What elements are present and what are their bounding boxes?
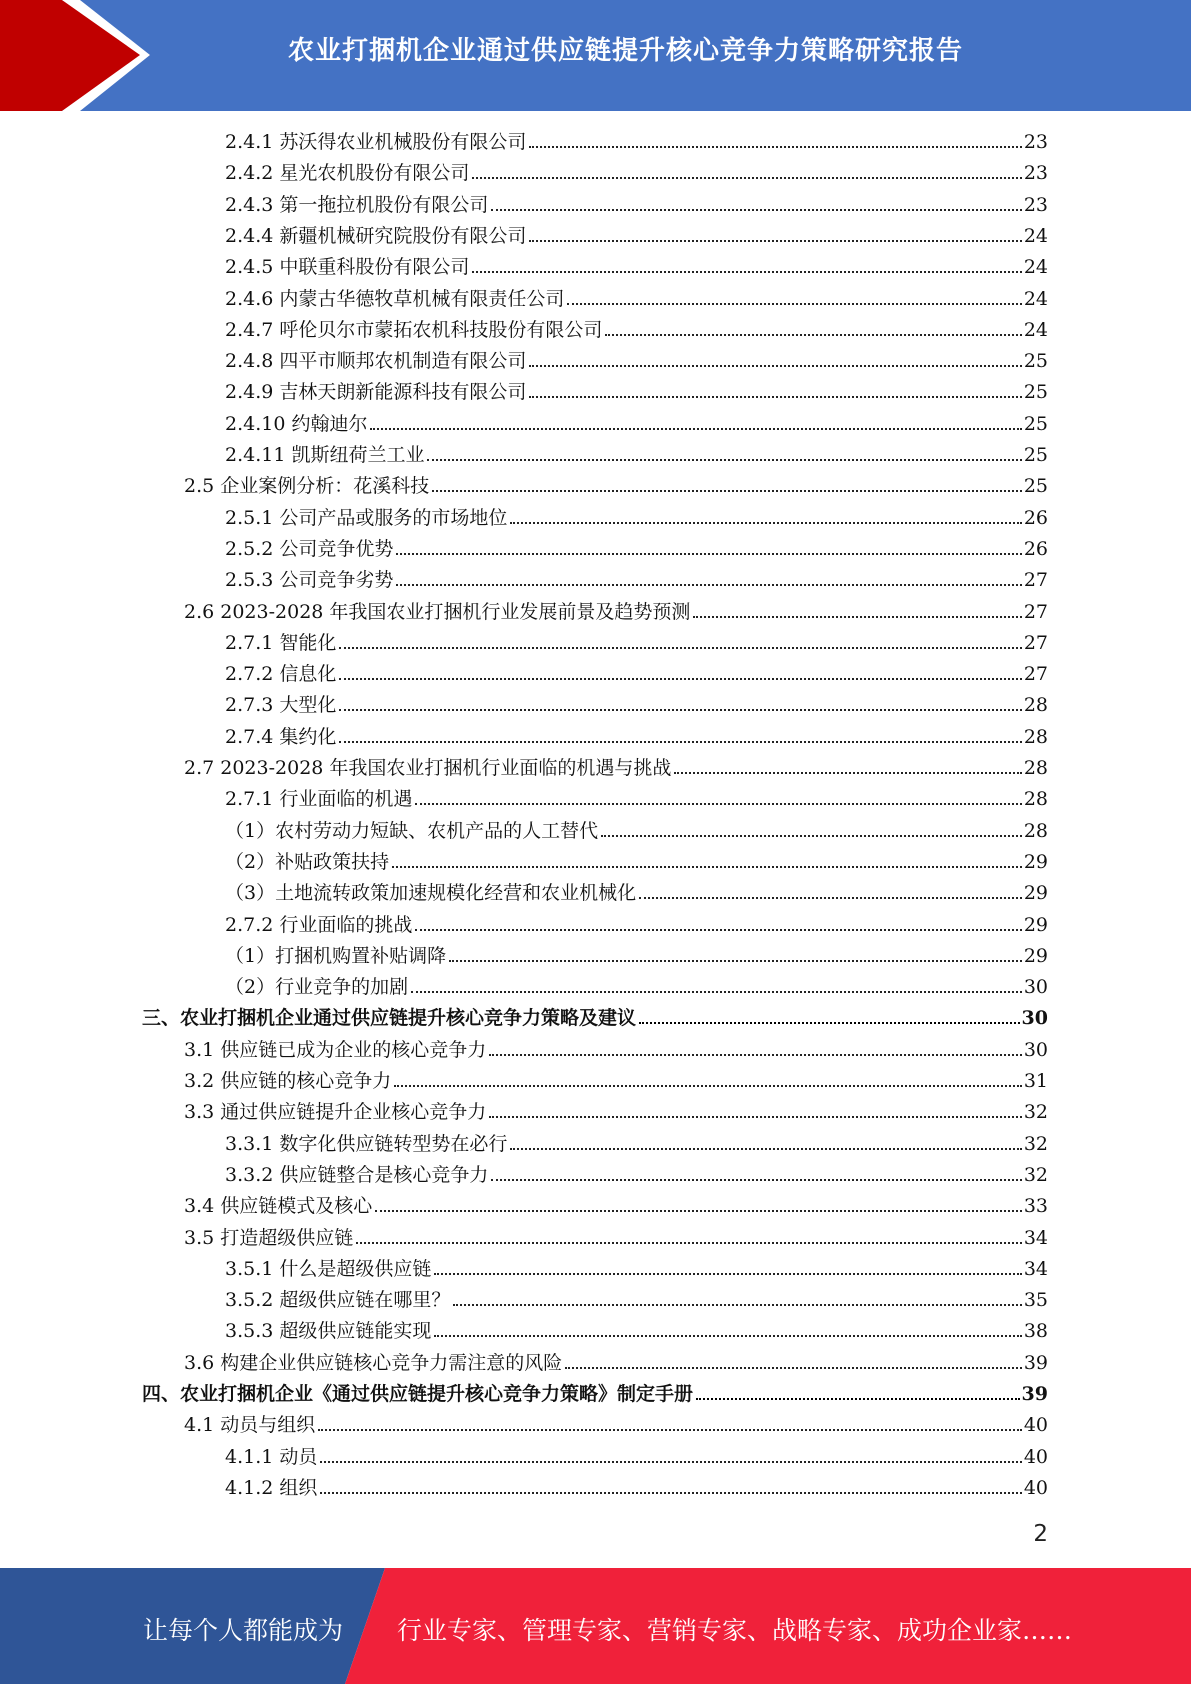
toc-leader-dots (510, 1148, 1021, 1150)
toc-entry-page: 33 (1023, 1195, 1048, 1217)
toc-leader-dots (529, 146, 1021, 148)
toc-entry-label: 2.6 2023-2028 年我国农业打捆机行业发展前景及趋势预测 (184, 601, 691, 623)
toc-entry-label: 3.5.2 超级供应链在哪里？ (225, 1289, 451, 1311)
toc-entry[interactable] (184, 596, 1048, 624)
toc-entry-page: 25 (1023, 413, 1048, 435)
toc-leader-dots (567, 303, 1021, 305)
toc-entry-page: 32 (1023, 1101, 1048, 1123)
toc-entry[interactable] (225, 877, 1048, 905)
toc-entry-label: 2.4.5 中联重科股份有限公司 (225, 256, 470, 278)
toc-leader-dots (605, 334, 1021, 336)
toc-entry-page: 29 (1023, 945, 1048, 967)
toc-entry-label: 2.4.10 约翰迪尔 (225, 413, 368, 435)
toc-leader-dots (453, 1304, 1021, 1306)
toc-entry-page: 30 (1023, 976, 1048, 998)
toc-entry-label: 三、农业打捆机企业通过供应链提升核心竞争力策略及建议 (142, 1007, 637, 1029)
toc-entry-label: 2.7.4 集约化 (225, 726, 337, 748)
toc-entry-page: 28 (1023, 788, 1048, 810)
toc-entry-page: 32 (1023, 1164, 1048, 1186)
toc-entry[interactable] (225, 1159, 1048, 1187)
toc-entry-label: （2）行业竞争的加剧 (225, 976, 409, 998)
toc-entry-label: 3.5 打造超级供应链 (184, 1227, 354, 1249)
toc-entry[interactable] (225, 1472, 1048, 1500)
toc-leader-dots (565, 1367, 1022, 1369)
toc-leader-dots (356, 1242, 1022, 1244)
toc-entry-page: 26 (1023, 507, 1048, 529)
toc-entry-label: （1）农村劳动力短缺、农机产品的人工替代 (225, 820, 599, 842)
toc-entry-label: （2）补贴政策扶持 (225, 851, 390, 873)
toc-entry-page: 23 (1023, 131, 1048, 153)
toc-leader-dots (674, 772, 1021, 774)
toc-entry-page: 27 (1023, 663, 1048, 685)
toc-entry[interactable] (184, 1347, 1048, 1375)
toc-entry-label: 2.4.6 内蒙古华德牧草机械有限责任公司 (225, 288, 565, 310)
toc-entry[interactable] (184, 1034, 1048, 1062)
toc-entry[interactable] (225, 439, 1048, 467)
toc-entry[interactable] (225, 345, 1048, 373)
toc-entry-page: 29 (1023, 914, 1048, 936)
toc-entry-page: 31 (1023, 1070, 1048, 1092)
toc-entry-page: 38 (1023, 1320, 1048, 1342)
toc-entry-label: 2.5.1 公司产品或服务的市场地位 (225, 507, 508, 529)
toc-entry[interactable] (225, 283, 1048, 311)
toc-entry-label: 2.7.2 信息化 (225, 663, 337, 685)
toc-entry[interactable] (225, 971, 1048, 999)
toc-entry[interactable] (225, 126, 1048, 154)
toc-leader-dots (601, 835, 1022, 837)
toc-leader-dots (491, 1179, 1021, 1181)
page-footer (0, 1568, 1191, 1684)
toc-entry[interactable] (225, 1253, 1048, 1281)
toc-leader-dots (394, 1085, 1022, 1087)
toc-leader-dots (339, 647, 1021, 649)
toc-leader-dots (375, 1210, 1022, 1212)
toc-entry-label: 2.7.3 大型化 (225, 694, 337, 716)
toc-entry-page: 24 (1023, 319, 1048, 341)
toc-leader-dots (529, 396, 1021, 398)
toc-entry[interactable] (225, 940, 1048, 968)
toc-entry[interactable] (142, 1002, 1048, 1030)
toc-entry[interactable] (225, 564, 1048, 592)
toc-leader-dots (489, 1116, 1022, 1118)
toc-entry-label: 四、农业打捆机企业《通过供应链提升核心竞争力策略》制定手册 (142, 1383, 694, 1405)
toc-entry-page: 40 (1023, 1414, 1048, 1436)
toc-entry[interactable] (225, 408, 1048, 436)
toc-entry-page: 30 (1021, 1007, 1048, 1029)
toc-entry[interactable] (225, 1284, 1048, 1312)
toc-entry[interactable] (225, 658, 1048, 686)
toc-entry[interactable] (184, 470, 1048, 498)
toc-entry-page: 28 (1023, 694, 1048, 716)
toc-entry-label: （3）土地流转政策加速规模化经营和农业机械化 (225, 882, 637, 904)
toc-entry-label: 3.2 供应链的核心竞争力 (184, 1070, 392, 1092)
toc-entry-label: 2.5.3 公司竞争劣势 (225, 569, 394, 591)
toc-leader-dots (472, 271, 1021, 273)
toc-entry-page: 27 (1023, 569, 1048, 591)
toc-entry[interactable] (225, 220, 1048, 248)
toc-leader-dots (696, 1398, 1020, 1400)
toc-entry-label: 2.4.7 呼伦贝尔市蒙拓农机科技股份有限公司 (225, 319, 603, 341)
toc-leader-dots (434, 1335, 1021, 1337)
toc-entry-page: 25 (1023, 381, 1048, 403)
toc-entry-page: 24 (1023, 256, 1048, 278)
toc-leader-dots (472, 177, 1021, 179)
toc-entry-page: 25 (1023, 350, 1048, 372)
toc-leader-dots (396, 584, 1021, 586)
toc-entry-page: 25 (1023, 475, 1048, 497)
toc-entry[interactable] (184, 1409, 1048, 1437)
toc-entry-label: （1）打捆机购置补贴调降 (225, 945, 447, 967)
toc-entry-page: 39 (1023, 1352, 1048, 1374)
toc-entry-label: 3.3.2 供应链整合是核心竞争力 (225, 1164, 489, 1186)
toc-entry-label: 2.7.1 行业面临的机遇 (225, 788, 413, 810)
toc-entry-page: 34 (1023, 1258, 1048, 1280)
toc-entry-page: 28 (1023, 757, 1048, 779)
toc-entry-label: 3.4 供应链模式及核心 (184, 1195, 373, 1217)
toc-entry[interactable] (225, 783, 1048, 811)
toc-leader-dots (320, 1461, 1021, 1463)
toc-leader-dots (449, 960, 1022, 962)
toc-entry-label: 2.5 企业案例分析：花溪科技 (184, 475, 430, 497)
toc-entry-label: 3.5.3 超级供应链能实现 (225, 1320, 432, 1342)
toc-leader-dots (415, 803, 1021, 805)
toc-entry-page: 34 (1023, 1227, 1048, 1249)
page-number: 2 (1033, 1521, 1048, 1547)
toc-leader-dots (427, 459, 1021, 461)
toc-leader-dots (396, 553, 1021, 555)
toc-entry-label: 2.4.1 苏沃得农业机械股份有限公司 (225, 131, 527, 153)
toc-entry-page: 28 (1023, 726, 1048, 748)
toc-leader-dots (318, 1429, 1022, 1431)
toc-entry-label: 2.4.4 新疆机械研究院股份有限公司 (225, 225, 527, 247)
toc-leader-dots (491, 209, 1021, 211)
toc-entry[interactable] (184, 752, 1048, 780)
toc-entry[interactable] (142, 1378, 1048, 1406)
toc-entry-page: 27 (1023, 632, 1048, 654)
toc-entry-page: 23 (1023, 162, 1048, 184)
toc-entry-page: 28 (1023, 820, 1048, 842)
toc-entry[interactable] (225, 502, 1048, 530)
toc-entry[interactable] (225, 251, 1048, 279)
toc-entry-page: 29 (1023, 882, 1048, 904)
toc-leader-dots (489, 1054, 1022, 1056)
toc-leader-dots (529, 240, 1021, 242)
toc-entry-label: 3.1 供应链已成为企业的核心竞争力 (184, 1039, 487, 1061)
toc-entry[interactable] (184, 1190, 1048, 1218)
toc-leader-dots (339, 741, 1021, 743)
toc-entry-label: 3.3.1 数字化供应链转型势在必行 (225, 1133, 508, 1155)
toc-entry[interactable] (225, 815, 1048, 843)
toc-entry[interactable] (225, 376, 1048, 404)
toc-entry-page: 40 (1023, 1446, 1048, 1468)
toc-entry-page: 32 (1023, 1133, 1048, 1155)
toc-entry-label: 3.6 构建企业供应链核心竞争力需注意的风险 (184, 1352, 563, 1374)
toc-entry-label: 4.1 动员与组织 (184, 1414, 316, 1436)
document-title: 农业打捆机企业通过供应链提升核心竞争力策略研究报告 (287, 36, 963, 66)
footer-slogan-left: 让每个人都能成为 (143, 1616, 344, 1645)
toc-entry[interactable] (184, 1222, 1048, 1250)
toc-entry[interactable] (225, 314, 1048, 342)
toc-entry[interactable] (225, 721, 1048, 749)
footer-slogan-right: 行业专家、管理专家、营销专家、战略专家、成功企业家…… (397, 1616, 1073, 1645)
toc-leader-dots (320, 1492, 1021, 1494)
toc-leader-dots (639, 897, 1022, 899)
toc-leader-dots (415, 929, 1021, 931)
toc-leader-dots (339, 709, 1021, 711)
toc-entry[interactable] (184, 1096, 1048, 1124)
toc-entry[interactable] (184, 1065, 1048, 1093)
toc-entry-label: 4.1.1 动员 (225, 1446, 318, 1468)
toc-entry[interactable] (225, 689, 1048, 717)
toc-entry[interactable] (225, 1315, 1048, 1343)
toc-entry-label: 2.4.8 四平市顺邦农机制造有限公司 (225, 350, 527, 372)
toc-entry[interactable] (225, 846, 1048, 874)
toc-entry-page: 27 (1023, 601, 1048, 623)
toc-entry[interactable] (225, 1128, 1048, 1156)
toc-leader-dots (639, 1022, 1020, 1024)
toc-entry[interactable] (225, 627, 1048, 655)
toc-entry-page: 24 (1023, 225, 1048, 247)
toc-leader-dots (370, 428, 1021, 430)
toc-leader-dots (510, 522, 1021, 524)
toc-entry-page: 40 (1023, 1477, 1048, 1499)
toc-entry-page: 30 (1023, 1039, 1048, 1061)
toc-entry-label: 2.5.2 公司竞争优势 (225, 538, 394, 560)
toc-entry[interactable] (225, 533, 1048, 561)
toc-entry-page: 35 (1023, 1289, 1048, 1311)
toc-leader-dots (693, 616, 1021, 618)
toc-entry-label: 2.4.2 星光农机股份有限公司 (225, 162, 470, 184)
toc-entry-label: 2.7.2 行业面临的挑战 (225, 914, 413, 936)
toc-entry-label: 3.3 通过供应链提升企业核心竞争力 (184, 1101, 487, 1123)
toc-entry-page: 26 (1023, 538, 1048, 560)
toc-entry-page: 23 (1023, 194, 1048, 216)
toc-leader-dots (432, 490, 1022, 492)
toc-entry[interactable] (225, 157, 1048, 185)
toc-leader-dots (392, 866, 1022, 868)
toc-entry-page: 25 (1023, 444, 1048, 466)
toc-entry-label: 3.5.1 什么是超级供应链 (225, 1258, 432, 1280)
toc-entry[interactable] (225, 1441, 1048, 1469)
toc-entry-label: 4.1.2 组织 (225, 1477, 318, 1499)
toc-entry-label: 2.4.11 凯斯纽荷兰工业 (225, 444, 425, 466)
toc-leader-dots (434, 1273, 1021, 1275)
toc-entry-label: 2.7 2023-2028 年我国农业打捆机行业面临的机遇与挑战 (184, 757, 672, 779)
toc-entry-page: 24 (1023, 288, 1048, 310)
page-header (0, 0, 1191, 111)
toc-leader-dots (339, 678, 1021, 680)
toc-entry-label: 2.4.9 吉林天朗新能源科技有限公司 (225, 381, 527, 403)
toc-entry[interactable] (225, 909, 1048, 937)
toc-entry[interactable] (225, 189, 1048, 217)
toc-entry-page: 29 (1023, 851, 1048, 873)
toc-entry-label: 2.7.1 智能化 (225, 632, 337, 654)
toc-entry-page: 39 (1021, 1383, 1048, 1405)
toc-leader-dots (529, 365, 1021, 367)
toc-entry-label: 2.4.3 第一拖拉机股份有限公司 (225, 194, 489, 216)
toc-leader-dots (411, 991, 1022, 993)
